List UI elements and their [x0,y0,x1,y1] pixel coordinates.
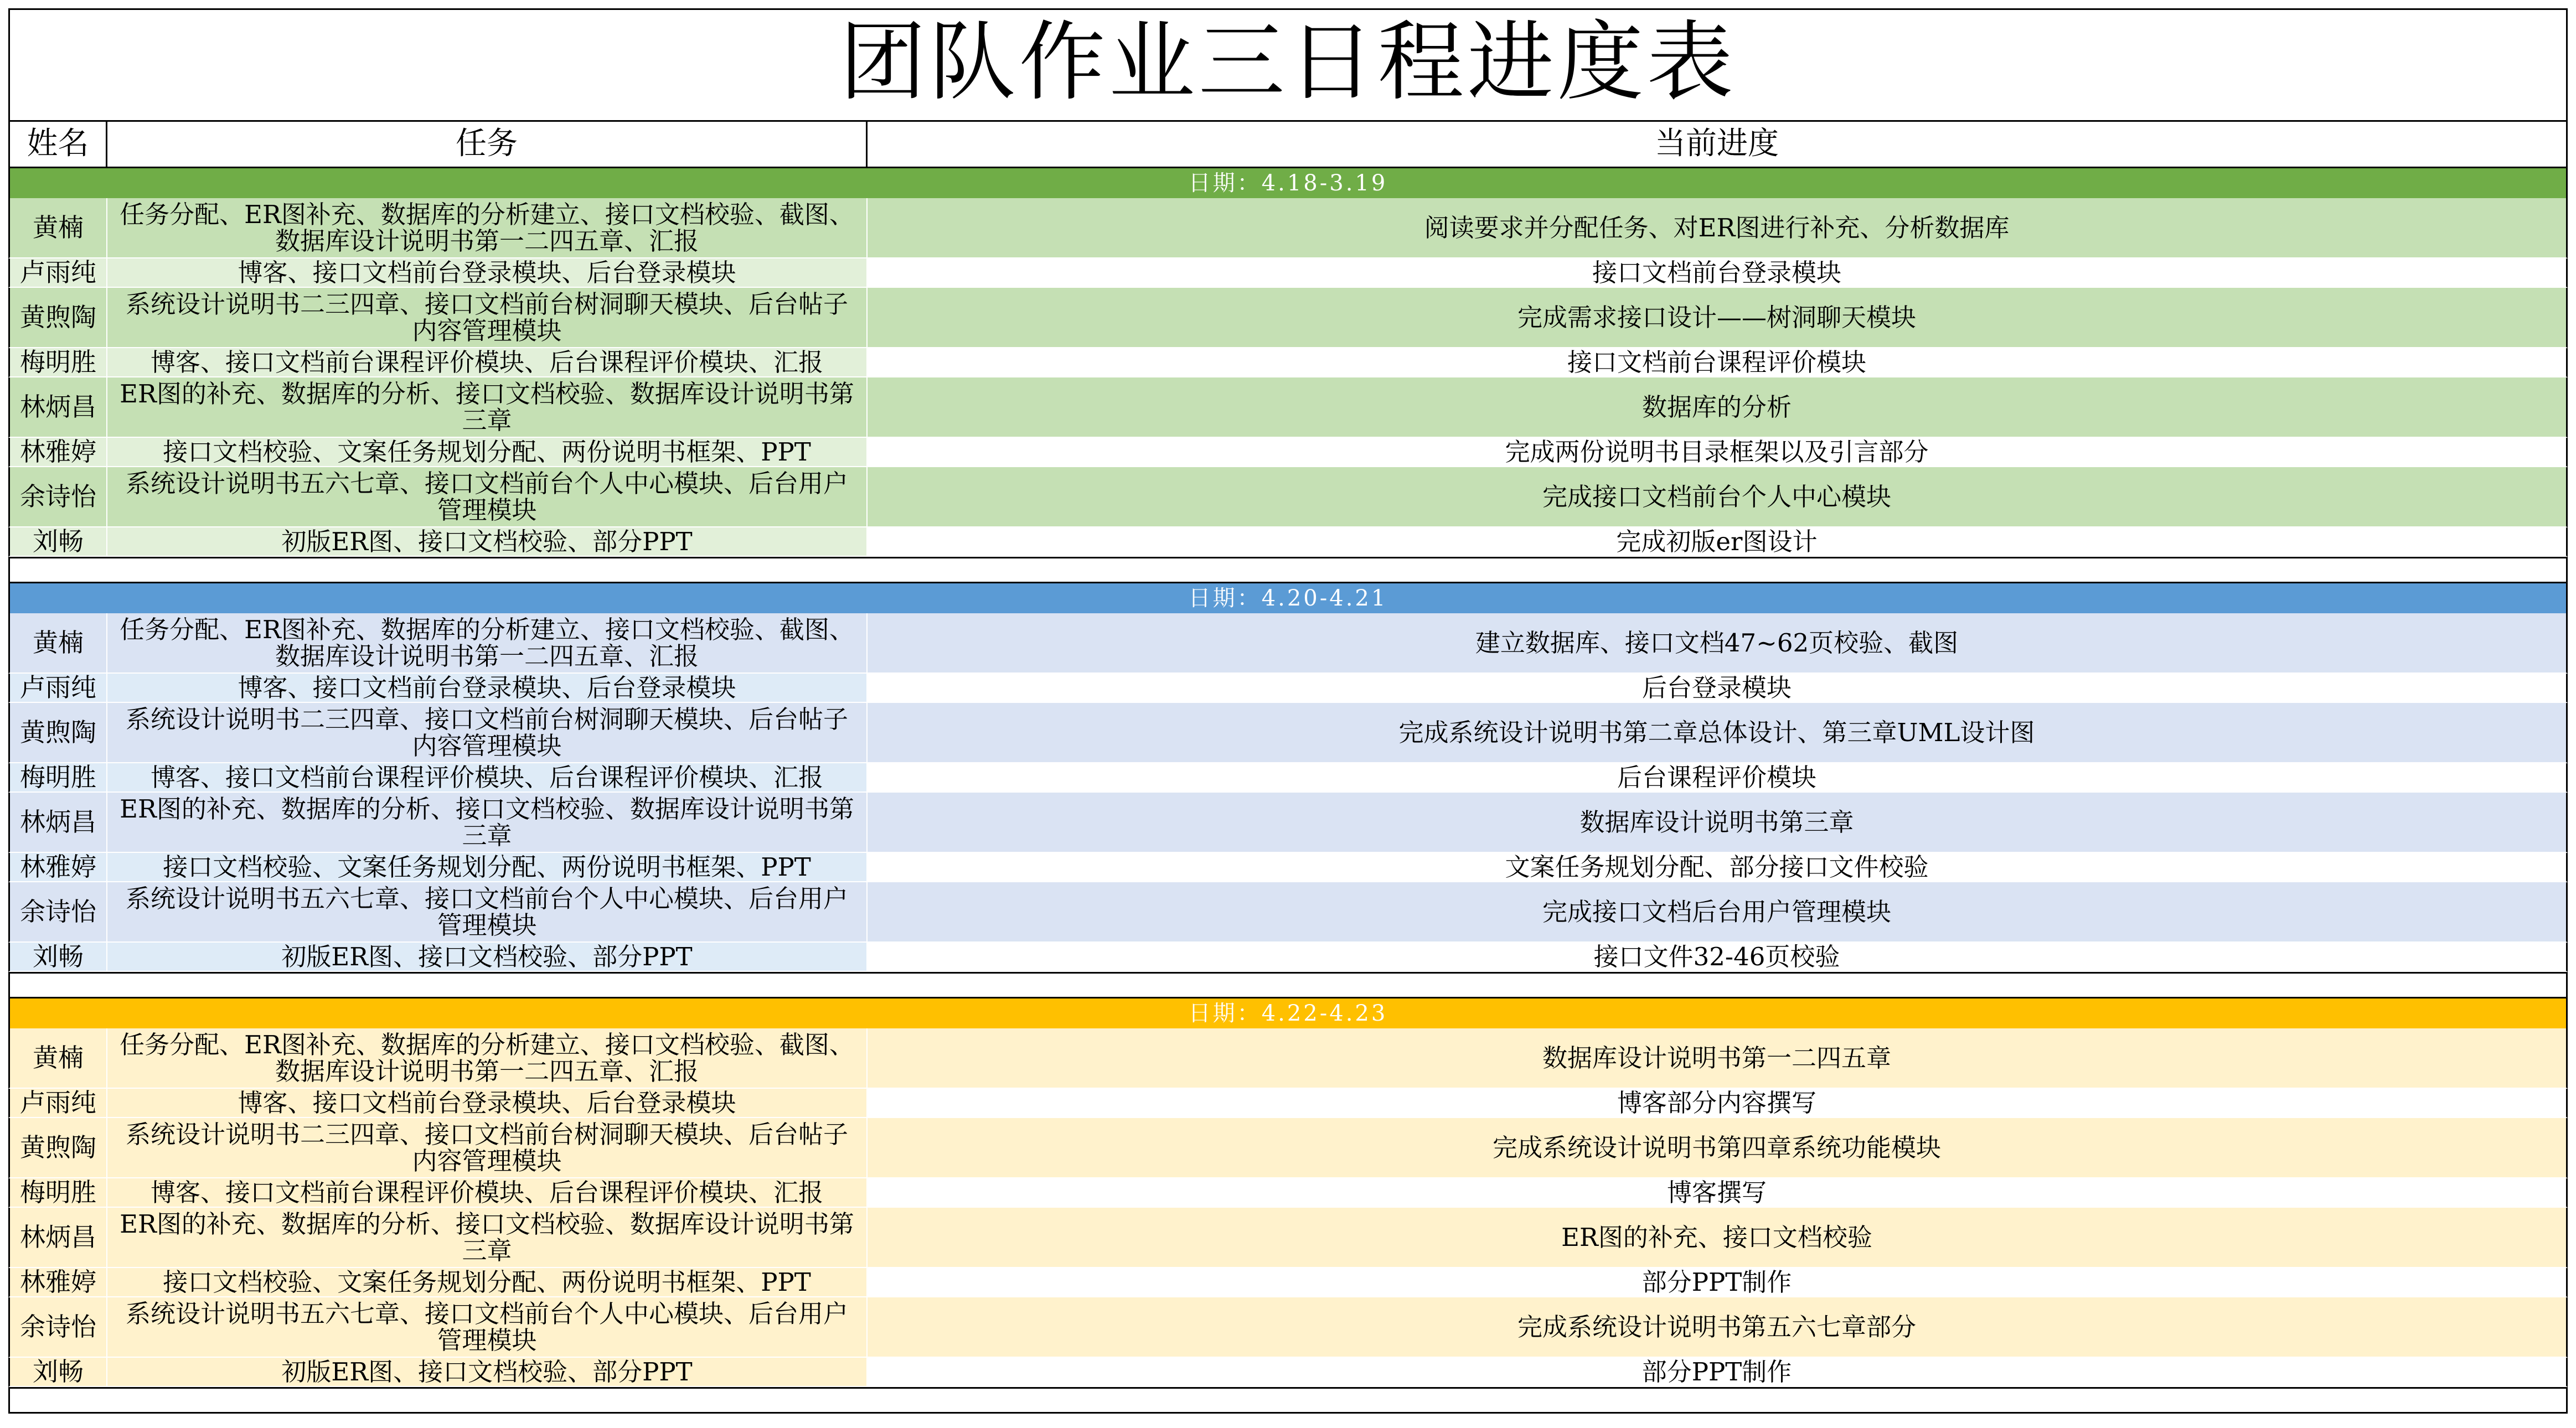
member-task: 系统设计说明书五六七章、接口文档前台个人中心模块、后台用户管理模块 [107,467,868,527]
member-task: 系统设计说明书二三四章、接口文档前台树洞聊天模块、后台帖子内容管理模块 [107,1118,868,1178]
member-progress: 数据库设计说明书第三章 [868,793,2568,853]
member-task: 博客、接口文档前台登录模块、后台登录模块 [107,258,868,288]
member-progress: 接口文件32-46页校验 [868,943,2568,972]
member-progress: 接口文档前台登录模块 [868,258,2568,288]
member-task: 任务分配、ER图补充、数据库的分析建立、接口文档校验、截图、数据库设计说明书第一二四五章、汇报 [107,198,868,258]
member-progress: 完成系统设计说明书第二章总体设计、第三章UML设计图 [868,703,2568,763]
member-name: 梅明胜 [8,348,107,377]
member-name: 林炳昌 [8,377,107,438]
member-progress: 阅读要求并分配任务、对ER图进行补充、分析数据库 [868,198,2568,258]
date-band: 日期：4.18-3.19 [8,168,2568,198]
member-progress: ER图的补充、接口文档校验 [868,1208,2568,1268]
member-name: 林雅婷 [8,853,107,882]
member-task: 博客、接口文档前台登录模块、后台登录模块 [107,1089,868,1118]
member-progress: 建立数据库、接口文档47~62页校验、截图 [868,613,2568,674]
member-name: 黄楠 [8,198,107,258]
member-task: 初版ER图、接口文档校验、部分PPT [107,1358,868,1387]
member-progress: 后台登录模块 [868,674,2568,703]
member-name: 卢雨纯 [8,1089,107,1118]
header-task: 任务 [107,122,868,168]
date-band: 日期：4.22-4.23 [8,998,2568,1028]
section-gap [8,972,2568,998]
member-progress: 数据库设计说明书第一二四五章 [868,1028,2568,1089]
section-gap [8,1387,2568,1414]
member-task: 初版ER图、接口文档校验、部分PPT [107,943,868,972]
section-gap [8,557,2568,583]
member-task: ER图的补充、数据库的分析、接口文档校验、数据库设计说明书第三章 [107,377,868,438]
member-task: 系统设计说明书二三四章、接口文档前台树洞聊天模块、后台帖子内容管理模块 [107,288,868,348]
member-progress: 部分PPT制作 [868,1358,2568,1387]
member-progress: 数据库的分析 [868,377,2568,438]
member-progress: 后台课程评价模块 [868,763,2568,793]
member-task: 博客、接口文档前台课程评价模块、后台课程评价模块、汇报 [107,1178,868,1208]
member-name: 刘畅 [8,527,107,557]
member-name: 林雅婷 [8,1268,107,1297]
member-progress: 文案任务规划分配、部分接口文件校验 [868,853,2568,882]
member-name: 卢雨纯 [8,674,107,703]
member-name: 梅明胜 [8,1178,107,1208]
member-name: 林雅婷 [8,438,107,467]
member-name: 余诗怡 [8,1297,107,1358]
member-progress: 完成两份说明书目录框架以及引言部分 [868,438,2568,467]
date-band: 日期：4.20-4.21 [8,583,2568,613]
member-name: 黄楠 [8,1028,107,1089]
member-progress: 部分PPT制作 [868,1268,2568,1297]
member-name: 刘畅 [8,943,107,972]
member-name: 林炳昌 [8,793,107,853]
member-name: 余诗怡 [8,882,107,943]
member-progress: 接口文档前台课程评价模块 [868,348,2568,377]
schedule-table [8,8,2568,1417]
member-name: 黄煦陶 [8,288,107,348]
member-progress: 博客部分内容撰写 [868,1089,2568,1118]
member-progress: 完成接口文档前台个人中心模块 [868,467,2568,527]
member-name: 黄煦陶 [8,703,107,763]
member-task: 接口文档校验、文案任务规划分配、两份说明书框架、PPT [107,438,868,467]
header-progress: 当前进度 [868,122,2568,168]
member-task: 博客、接口文档前台课程评价模块、后台课程评价模块、汇报 [107,763,868,793]
member-task: 接口文档校验、文案任务规划分配、两份说明书框架、PPT [107,1268,868,1297]
member-name: 林炳昌 [8,1208,107,1268]
member-name: 余诗怡 [8,467,107,527]
header-name: 姓名 [8,122,107,168]
member-task: 初版ER图、接口文档校验、部分PPT [107,527,868,557]
member-name: 黄煦陶 [8,1118,107,1178]
member-name: 梅明胜 [8,763,107,793]
member-task: 任务分配、ER图补充、数据库的分析建立、接口文档校验、截图、数据库设计说明书第一二四五章、汇报 [107,1028,868,1089]
member-task: 博客、接口文档前台课程评价模块、后台课程评价模块、汇报 [107,348,868,377]
member-name: 刘畅 [8,1358,107,1387]
member-progress: 完成初版er图设计 [868,527,2568,557]
member-progress: 完成系统设计说明书第五六七章部分 [868,1297,2568,1358]
member-progress: 完成接口文档后台用户管理模块 [868,882,2568,943]
member-name: 卢雨纯 [8,258,107,288]
member-task: 系统设计说明书五六七章、接口文档前台个人中心模块、后台用户管理模块 [107,882,868,943]
member-task: ER图的补充、数据库的分析、接口文档校验、数据库设计说明书第三章 [107,793,868,853]
member-progress: 完成需求接口设计——树洞聊天模块 [868,288,2568,348]
member-task: 博客、接口文档前台登录模块、后台登录模块 [107,674,868,703]
page-title: 团队作业三日程进度表 [8,8,2568,122]
member-task: 系统设计说明书五六七章、接口文档前台个人中心模块、后台用户管理模块 [107,1297,868,1358]
member-progress: 博客撰写 [868,1178,2568,1208]
member-task: 接口文档校验、文案任务规划分配、两份说明书框架、PPT [107,853,868,882]
member-name: 黄楠 [8,613,107,674]
member-task: 任务分配、ER图补充、数据库的分析建立、接口文档校验、截图、数据库设计说明书第一二四五章、汇报 [107,613,868,674]
member-progress: 完成系统设计说明书第四章系统功能模块 [868,1118,2568,1178]
member-task: ER图的补充、数据库的分析、接口文档校验、数据库设计说明书第三章 [107,1208,868,1268]
member-task: 系统设计说明书二三四章、接口文档前台树洞聊天模块、后台帖子内容管理模块 [107,703,868,763]
